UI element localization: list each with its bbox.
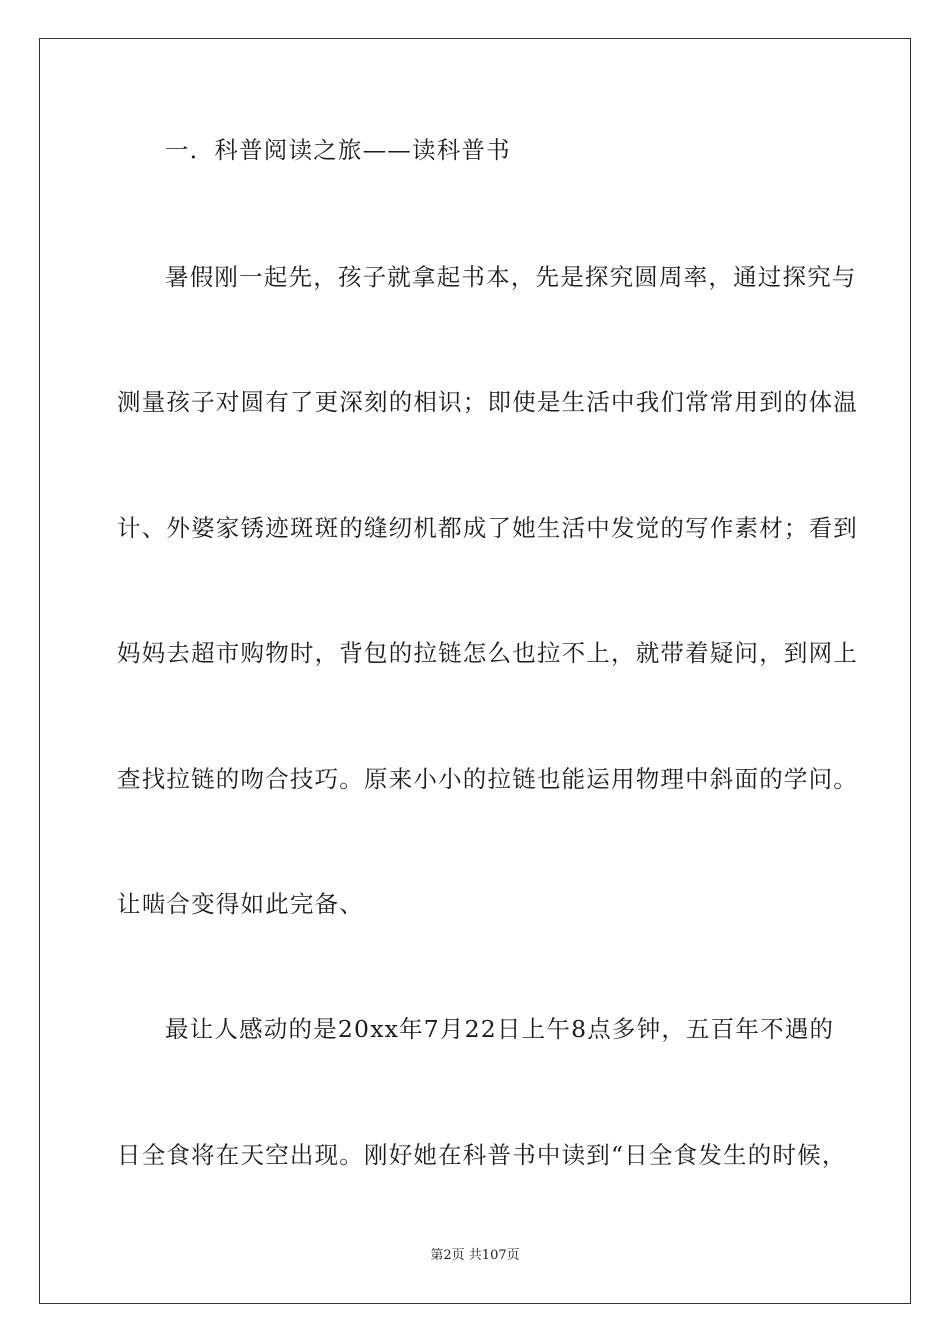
paragraph-line: 暑假刚一起先，孩子就拿起书本，先是探究圆周率，通过探究与	[165, 263, 857, 291]
paragraph-line: 测量孩子对圆有了更深刻的相识；即使是生活中我们常常用到的体温	[117, 388, 858, 416]
page-border	[39, 38, 911, 1304]
paragraph-line: 计、外婆家锈迹斑斑的缝纫机都成了她生活中发觉的写作素材；看到	[117, 514, 858, 542]
page-number-footer: 第2页 共107页	[430, 1248, 520, 1263]
paragraph-line: 最让人感动的是20xx年7月22日上午8点多钟，五百年不遇的	[165, 1015, 835, 1043]
paragraph-line: 让啮合变得如此完备、	[117, 890, 364, 918]
paragraph-line: 妈妈去超市购物时，背包的拉链怎么也拉不上，就带着疑问，到网上	[117, 639, 858, 667]
section-heading: 一．科普阅读之旅——读科普书	[165, 136, 511, 164]
paragraph-line: 查找拉链的吻合技巧。原来小小的拉链也能运用物理中斜面的学问。	[117, 765, 858, 793]
paragraph-line: 日全食将在天空出现。刚好她在科普书中读到“日全食发生的时候，	[117, 1141, 847, 1169]
